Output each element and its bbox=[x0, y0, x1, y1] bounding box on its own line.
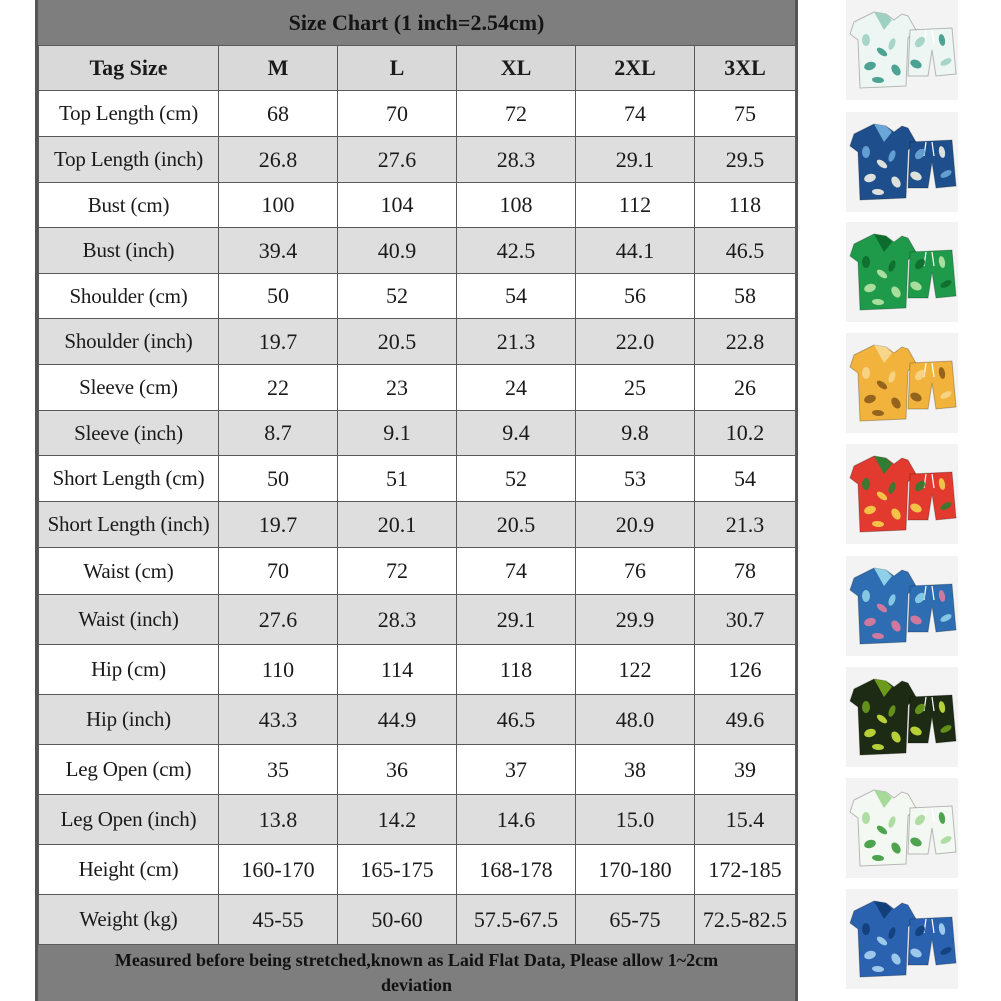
value-cell: 70 bbox=[338, 91, 457, 137]
table-row bbox=[39, 91, 796, 137]
value-cell: 13.8 bbox=[219, 795, 338, 845]
value-cell: 53 bbox=[576, 456, 695, 502]
table-row bbox=[39, 365, 796, 411]
value-cell: 44.1 bbox=[576, 228, 695, 274]
value-cell: 50 bbox=[219, 274, 338, 319]
value-cell: 35 bbox=[219, 745, 338, 795]
header-cell-size: XL bbox=[457, 46, 576, 91]
value-cell: 46.5 bbox=[457, 695, 576, 745]
value-cell: 70 bbox=[219, 548, 338, 595]
outfit-white-palm-icon[interactable] bbox=[846, 778, 958, 878]
size-table bbox=[38, 45, 796, 945]
table-row bbox=[39, 183, 796, 228]
outfit-white-leaf-icon[interactable] bbox=[846, 0, 958, 100]
value-cell: 54 bbox=[457, 274, 576, 319]
value-cell: 172-185 bbox=[695, 845, 796, 895]
value-cell: 72.5-82.5 bbox=[695, 895, 796, 945]
variant-thumbnails bbox=[846, 0, 958, 1001]
value-cell: 42.5 bbox=[457, 228, 576, 274]
value-cell: 21.3 bbox=[457, 319, 576, 365]
value-cell: 122 bbox=[576, 645, 695, 695]
row-label: Top Length (inch) bbox=[39, 137, 219, 183]
value-cell: 20.1 bbox=[338, 502, 457, 548]
value-cell: 51 bbox=[338, 456, 457, 502]
table-row bbox=[39, 228, 796, 274]
value-cell: 8.7 bbox=[219, 411, 338, 456]
value-cell: 29.1 bbox=[457, 595, 576, 645]
value-cell: 25 bbox=[576, 365, 695, 411]
value-cell: 14.2 bbox=[338, 795, 457, 845]
row-label: Waist (inch) bbox=[39, 595, 219, 645]
value-cell: 57.5-67.5 bbox=[457, 895, 576, 945]
value-cell: 75 bbox=[695, 91, 796, 137]
outfit-blue-jungle-icon[interactable] bbox=[846, 556, 958, 656]
value-cell: 118 bbox=[457, 645, 576, 695]
value-cell: 39.4 bbox=[219, 228, 338, 274]
value-cell: 168-178 bbox=[457, 845, 576, 895]
value-cell: 68 bbox=[219, 91, 338, 137]
value-cell: 126 bbox=[695, 645, 796, 695]
value-cell: 54 bbox=[695, 456, 796, 502]
value-cell: 118 bbox=[695, 183, 796, 228]
row-label: Bust (cm) bbox=[39, 183, 219, 228]
table-row bbox=[39, 411, 796, 456]
value-cell: 22.0 bbox=[576, 319, 695, 365]
value-cell: 22 bbox=[219, 365, 338, 411]
table-row bbox=[39, 845, 796, 895]
value-cell: 19.7 bbox=[219, 502, 338, 548]
header-cell-tag-size: Tag Size bbox=[39, 46, 219, 91]
outfit-blue-leaf-icon[interactable] bbox=[846, 889, 958, 989]
value-cell: 9.4 bbox=[457, 411, 576, 456]
value-cell: 20.5 bbox=[338, 319, 457, 365]
value-cell: 9.8 bbox=[576, 411, 695, 456]
table-row bbox=[39, 456, 796, 502]
value-cell: 29.1 bbox=[576, 137, 695, 183]
row-label: Shoulder (cm) bbox=[39, 274, 219, 319]
footer-note: Measured before being stretched,known as Laid Flat Data, Please allow 1~2cm deviation bbox=[38, 945, 795, 1001]
row-label: Short Length (inch) bbox=[39, 502, 219, 548]
value-cell: 14.6 bbox=[457, 795, 576, 845]
outfit-green-palm-icon[interactable] bbox=[846, 222, 958, 322]
value-cell: 160-170 bbox=[219, 845, 338, 895]
value-cell: 15.4 bbox=[695, 795, 796, 845]
outfit-navy-floral-icon[interactable] bbox=[846, 112, 958, 212]
row-label: Leg Open (cm) bbox=[39, 745, 219, 795]
table-row bbox=[39, 548, 796, 595]
value-cell: 10.2 bbox=[695, 411, 796, 456]
value-cell: 28.3 bbox=[338, 595, 457, 645]
value-cell: 28.3 bbox=[457, 137, 576, 183]
row-label: Sleeve (inch) bbox=[39, 411, 219, 456]
row-label: Sleeve (cm) bbox=[39, 365, 219, 411]
value-cell: 21.3 bbox=[695, 502, 796, 548]
size-chart bbox=[35, 0, 798, 1001]
value-cell: 37 bbox=[457, 745, 576, 795]
value-cell: 74 bbox=[457, 548, 576, 595]
value-cell: 29.9 bbox=[576, 595, 695, 645]
value-cell: 58 bbox=[695, 274, 796, 319]
value-cell: 72 bbox=[457, 91, 576, 137]
value-cell: 112 bbox=[576, 183, 695, 228]
row-label: Weight (kg) bbox=[39, 895, 219, 945]
value-cell: 50 bbox=[219, 456, 338, 502]
table-row bbox=[39, 695, 796, 745]
table-row bbox=[39, 274, 796, 319]
value-cell: 23 bbox=[338, 365, 457, 411]
value-cell: 72 bbox=[338, 548, 457, 595]
value-cell: 100 bbox=[219, 183, 338, 228]
value-cell: 15.0 bbox=[576, 795, 695, 845]
table-row bbox=[39, 319, 796, 365]
row-label: Short Length (cm) bbox=[39, 456, 219, 502]
value-cell: 20.9 bbox=[576, 502, 695, 548]
value-cell: 44.9 bbox=[338, 695, 457, 745]
row-label: Height (cm) bbox=[39, 845, 219, 895]
row-label: Leg Open (inch) bbox=[39, 795, 219, 845]
header-cell-size: L bbox=[338, 46, 457, 91]
value-cell: 48.0 bbox=[576, 695, 695, 745]
value-cell: 65-75 bbox=[576, 895, 695, 945]
value-cell: 26.8 bbox=[219, 137, 338, 183]
header-cell-size: 3XL bbox=[695, 46, 796, 91]
value-cell: 43.3 bbox=[219, 695, 338, 745]
value-cell: 76 bbox=[576, 548, 695, 595]
value-cell: 45-55 bbox=[219, 895, 338, 945]
value-cell: 165-175 bbox=[338, 845, 457, 895]
value-cell: 26 bbox=[695, 365, 796, 411]
value-cell: 40.9 bbox=[338, 228, 457, 274]
value-cell: 9.1 bbox=[338, 411, 457, 456]
header-cell-size: M bbox=[219, 46, 338, 91]
outfit-yellow-leaf-icon[interactable] bbox=[846, 333, 958, 433]
row-label: Shoulder (inch) bbox=[39, 319, 219, 365]
value-cell: 114 bbox=[338, 645, 457, 695]
row-label: Bust (inch) bbox=[39, 228, 219, 274]
header-row bbox=[39, 46, 796, 91]
outfit-red-tropical-icon[interactable] bbox=[846, 444, 958, 544]
table-row bbox=[39, 745, 796, 795]
value-cell: 29.5 bbox=[695, 137, 796, 183]
value-cell: 78 bbox=[695, 548, 796, 595]
row-label: Waist (cm) bbox=[39, 548, 219, 595]
value-cell: 104 bbox=[338, 183, 457, 228]
value-cell: 36 bbox=[338, 745, 457, 795]
value-cell: 170-180 bbox=[576, 845, 695, 895]
table-row bbox=[39, 137, 796, 183]
value-cell: 56 bbox=[576, 274, 695, 319]
chart-title: Size Chart (1 inch=2.54cm) bbox=[38, 0, 795, 45]
outfit-black-lime-icon[interactable] bbox=[846, 667, 958, 767]
value-cell: 74 bbox=[576, 91, 695, 137]
row-label: Hip (cm) bbox=[39, 645, 219, 695]
table-row bbox=[39, 645, 796, 695]
value-cell: 52 bbox=[457, 456, 576, 502]
value-cell: 50-60 bbox=[338, 895, 457, 945]
value-cell: 46.5 bbox=[695, 228, 796, 274]
value-cell: 52 bbox=[338, 274, 457, 319]
row-label: Hip (inch) bbox=[39, 695, 219, 745]
value-cell: 39 bbox=[695, 745, 796, 795]
table-row bbox=[39, 502, 796, 548]
value-cell: 19.7 bbox=[219, 319, 338, 365]
value-cell: 30.7 bbox=[695, 595, 796, 645]
value-cell: 24 bbox=[457, 365, 576, 411]
table-row bbox=[39, 895, 796, 945]
value-cell: 20.5 bbox=[457, 502, 576, 548]
value-cell: 27.6 bbox=[338, 137, 457, 183]
value-cell: 49.6 bbox=[695, 695, 796, 745]
table-row bbox=[39, 595, 796, 645]
value-cell: 27.6 bbox=[219, 595, 338, 645]
value-cell: 108 bbox=[457, 183, 576, 228]
value-cell: 38 bbox=[576, 745, 695, 795]
table-row bbox=[39, 795, 796, 845]
row-label: Top Length (cm) bbox=[39, 91, 219, 137]
value-cell: 110 bbox=[219, 645, 338, 695]
value-cell: 22.8 bbox=[695, 319, 796, 365]
header-cell-size: 2XL bbox=[576, 46, 695, 91]
